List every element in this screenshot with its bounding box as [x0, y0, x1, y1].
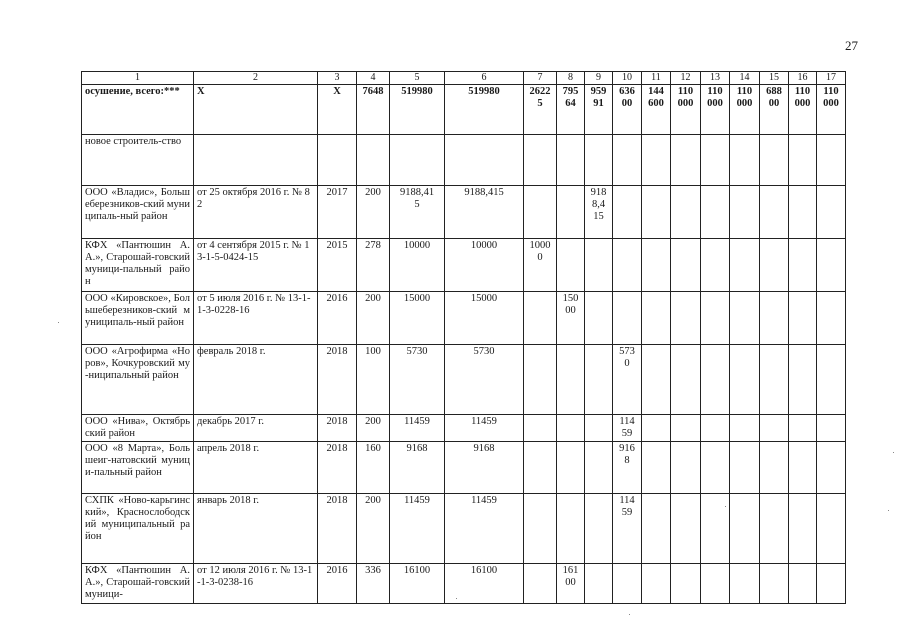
- table-cell: [642, 186, 671, 239]
- table-cell: [524, 415, 557, 442]
- table-cell: [557, 442, 585, 494]
- table-cell: ООО «8 Марта», Большеиг-натовский муници-пальный район: [82, 442, 194, 494]
- table-cell: [357, 135, 390, 186]
- table-cell: [585, 442, 613, 494]
- table-cell: 2018: [318, 345, 357, 415]
- table-cell: 10000: [445, 239, 524, 292]
- table-cell: [585, 494, 613, 564]
- table-cell: [613, 135, 642, 186]
- table-row: [82, 186, 846, 239]
- table-cell: 11459: [445, 494, 524, 564]
- table-cell: [642, 415, 671, 442]
- table-cell: [671, 239, 701, 292]
- table-cell: [730, 186, 760, 239]
- table-cell: [390, 135, 445, 186]
- table-cell: 114 59: [613, 494, 642, 564]
- table-cell: от 4 сентября 2015 г. № 13-1-5-0424-15: [194, 239, 318, 292]
- table-cell: [194, 135, 318, 186]
- table-cell: [817, 292, 846, 345]
- table-cell: 15000: [390, 292, 445, 345]
- table-cell: [817, 564, 846, 604]
- table-cell: [760, 292, 789, 345]
- table-cell: 200: [357, 292, 390, 345]
- table-cell: [445, 135, 524, 186]
- page-number: 27: [845, 38, 858, 53]
- table-cell: СХПК «Ново-карьгинский», Краснослободский муниципальный район: [82, 494, 194, 564]
- total-cell: 688 00: [760, 85, 789, 135]
- table-cell: [701, 186, 730, 239]
- table-cell: [642, 135, 671, 186]
- table-cell: [760, 135, 789, 186]
- total-row: [82, 85, 846, 135]
- table-cell: 114 59: [613, 415, 642, 442]
- table-cell: февраль 2018 г.: [194, 345, 318, 415]
- column-number-cell: 17: [817, 72, 846, 85]
- total-cell: 110 000: [701, 85, 730, 135]
- table-cell: 278: [357, 239, 390, 292]
- table-cell: [760, 564, 789, 604]
- table-cell: КФХ «Пантюшин А.А.», Старошай-говский муници-пальный район: [82, 239, 194, 292]
- table-cell: [524, 186, 557, 239]
- column-number-cell: 5: [390, 72, 445, 85]
- table-cell: [760, 494, 789, 564]
- table-cell: [524, 345, 557, 415]
- table-row: [82, 345, 846, 415]
- table-row: [82, 135, 846, 186]
- table-cell: [817, 186, 846, 239]
- table-cell: 9168: [390, 442, 445, 494]
- column-number-cell: 1: [82, 72, 194, 85]
- table-cell: 5730: [390, 345, 445, 415]
- total-cell: 110 000: [817, 85, 846, 135]
- table-row: [82, 415, 846, 442]
- table-cell: 100: [357, 345, 390, 415]
- table-cell: [613, 292, 642, 345]
- table-cell: 916 8: [613, 442, 642, 494]
- table-cell: [671, 345, 701, 415]
- total-cell: 2622 5: [524, 85, 557, 135]
- table-cell: 200: [357, 494, 390, 564]
- total-cell: Х: [318, 85, 357, 135]
- table-cell: 336: [357, 564, 390, 604]
- table-row: [82, 442, 846, 494]
- table-cell: [730, 345, 760, 415]
- table-cell: [524, 564, 557, 604]
- table-cell: ООО «Владис», Большеберезников-ский муниципаль-ный район: [82, 186, 194, 239]
- column-number-cell: 9: [585, 72, 613, 85]
- table-cell: [817, 135, 846, 186]
- table-cell: [557, 494, 585, 564]
- table-cell: [760, 442, 789, 494]
- table-cell: [817, 415, 846, 442]
- table-cell: 11459: [445, 415, 524, 442]
- table-cell: [585, 135, 613, 186]
- table-cell: [817, 442, 846, 494]
- table-cell: [557, 186, 585, 239]
- table-cell: [642, 442, 671, 494]
- total-cell: 110 000: [671, 85, 701, 135]
- table-cell: [585, 292, 613, 345]
- table-cell: [642, 239, 671, 292]
- table-cell: от 25 октября 2016 г. № 82: [194, 186, 318, 239]
- table-cell: [730, 239, 760, 292]
- table-cell: 9188,41 5: [390, 186, 445, 239]
- table-cell: [789, 564, 817, 604]
- table-cell: [557, 239, 585, 292]
- table-cell: 161 00: [557, 564, 585, 604]
- table-cell: [760, 345, 789, 415]
- total-cell: 7648: [357, 85, 390, 135]
- table-cell: от 12 июля 2016 г. № 13-1-1-3-0238-16: [194, 564, 318, 604]
- table-cell: [524, 292, 557, 345]
- table-cell: [524, 494, 557, 564]
- table-cell: [642, 564, 671, 604]
- table-cell: [789, 292, 817, 345]
- table-cell: 11459: [390, 415, 445, 442]
- table-cell: [789, 345, 817, 415]
- table-cell: [524, 135, 557, 186]
- table-cell: [701, 415, 730, 442]
- table-cell: [730, 494, 760, 564]
- table-row: [82, 239, 846, 292]
- table-cell: [642, 292, 671, 345]
- table-cell: ООО «Агрофирма «Норов», Кочкуровский му-ниципальный район: [82, 345, 194, 415]
- table-cell: [730, 135, 760, 186]
- table-cell: [701, 135, 730, 186]
- table-cell: [318, 135, 357, 186]
- table-cell: январь 2018 г.: [194, 494, 318, 564]
- total-cell: 110 000: [730, 85, 760, 135]
- table-cell: [671, 442, 701, 494]
- table-cell: [585, 415, 613, 442]
- table-cell: [701, 442, 730, 494]
- column-number-cell: 13: [701, 72, 730, 85]
- table-cell: [730, 415, 760, 442]
- table-cell: [817, 239, 846, 292]
- table-cell: [789, 442, 817, 494]
- table-cell: 573 0: [613, 345, 642, 415]
- table-cell: [760, 239, 789, 292]
- table-cell: [642, 494, 671, 564]
- table-cell: [613, 564, 642, 604]
- column-number-cell: 7: [524, 72, 557, 85]
- table-cell: [671, 135, 701, 186]
- table-cell: 2016: [318, 292, 357, 345]
- table-cell: 2015: [318, 239, 357, 292]
- table-body: [82, 72, 846, 604]
- table-cell: [557, 415, 585, 442]
- table-cell: [671, 292, 701, 345]
- table-cell: [613, 186, 642, 239]
- total-cell: 636 00: [613, 85, 642, 135]
- table-cell: 200: [357, 415, 390, 442]
- table-cell: 2018: [318, 494, 357, 564]
- table-cell: [730, 292, 760, 345]
- table-cell: [585, 345, 613, 415]
- table-cell: [585, 239, 613, 292]
- total-cell: осушение, всего:***: [82, 85, 194, 135]
- table-cell: ООО «Нива», Октябрьский район: [82, 415, 194, 442]
- total-cell: 519980: [445, 85, 524, 135]
- table-cell: 11459: [390, 494, 445, 564]
- table-cell: 16100: [390, 564, 445, 604]
- table-cell: 160: [357, 442, 390, 494]
- column-number-cell: 12: [671, 72, 701, 85]
- table-cell: [671, 415, 701, 442]
- table-cell: 2018: [318, 415, 357, 442]
- column-number-cell: 16: [789, 72, 817, 85]
- table-cell: [671, 186, 701, 239]
- column-number-cell: 3: [318, 72, 357, 85]
- total-cell: 144 600: [642, 85, 671, 135]
- table-cell: [701, 239, 730, 292]
- table-cell: [789, 239, 817, 292]
- table-cell: 16100: [445, 564, 524, 604]
- table-cell: [760, 415, 789, 442]
- data-table: [81, 71, 846, 604]
- table-cell: [701, 564, 730, 604]
- table-cell: КФХ «Пантюшин А.А.», Старошай-говский муници-: [82, 564, 194, 604]
- table-cell: 150 00: [557, 292, 585, 345]
- column-number-cell: 10: [613, 72, 642, 85]
- table-row: [82, 494, 846, 564]
- column-number-cell: 8: [557, 72, 585, 85]
- total-cell: 519980: [390, 85, 445, 135]
- table-row: [82, 292, 846, 345]
- table-cell: [671, 564, 701, 604]
- table-cell: 2017: [318, 186, 357, 239]
- table-cell: [817, 494, 846, 564]
- table-cell: [701, 292, 730, 345]
- table-cell: [789, 494, 817, 564]
- table-cell: 9188,415: [445, 186, 524, 239]
- total-cell: 959 91: [585, 85, 613, 135]
- table-cell: [730, 564, 760, 604]
- column-number-cell: 4: [357, 72, 390, 85]
- table-cell: 2018: [318, 442, 357, 494]
- table-cell: [730, 442, 760, 494]
- table-cell: 918 8,4 15: [585, 186, 613, 239]
- table-cell: [557, 135, 585, 186]
- table-cell: 1000 0: [524, 239, 557, 292]
- table-cell: 15000: [445, 292, 524, 345]
- table-cell: 200: [357, 186, 390, 239]
- table-cell: 2016: [318, 564, 357, 604]
- table-cell: [642, 345, 671, 415]
- table-cell: [671, 494, 701, 564]
- column-number-row: [82, 72, 846, 85]
- column-number-cell: 11: [642, 72, 671, 85]
- table-cell: [789, 186, 817, 239]
- column-number-cell: 2: [194, 72, 318, 85]
- table-cell: [557, 345, 585, 415]
- total-cell: 110 000: [789, 85, 817, 135]
- table-cell: новое строитель-ство: [82, 135, 194, 186]
- table-cell: ООО «Кировское», Большеберезников-ский муниципаль-ный район: [82, 292, 194, 345]
- table-cell: [701, 345, 730, 415]
- table-cell: [701, 494, 730, 564]
- table-cell: от 5 июля 2016 г. № 13-1-1-3-0228-16: [194, 292, 318, 345]
- column-number-cell: 15: [760, 72, 789, 85]
- table-cell: 5730: [445, 345, 524, 415]
- table-cell: [585, 564, 613, 604]
- table-cell: декабрь 2017 г.: [194, 415, 318, 442]
- table-row: [82, 564, 846, 604]
- table-cell: [524, 442, 557, 494]
- table-cell: апрель 2018 г.: [194, 442, 318, 494]
- total-cell: Х: [194, 85, 318, 135]
- table-cell: [760, 186, 789, 239]
- table-cell: 10000: [390, 239, 445, 292]
- table-cell: [817, 345, 846, 415]
- table-cell: [789, 415, 817, 442]
- column-number-cell: 6: [445, 72, 524, 85]
- column-number-cell: 14: [730, 72, 760, 85]
- table-cell: [613, 239, 642, 292]
- total-cell: 795 64: [557, 85, 585, 135]
- table-cell: [789, 135, 817, 186]
- table-cell: 9168: [445, 442, 524, 494]
